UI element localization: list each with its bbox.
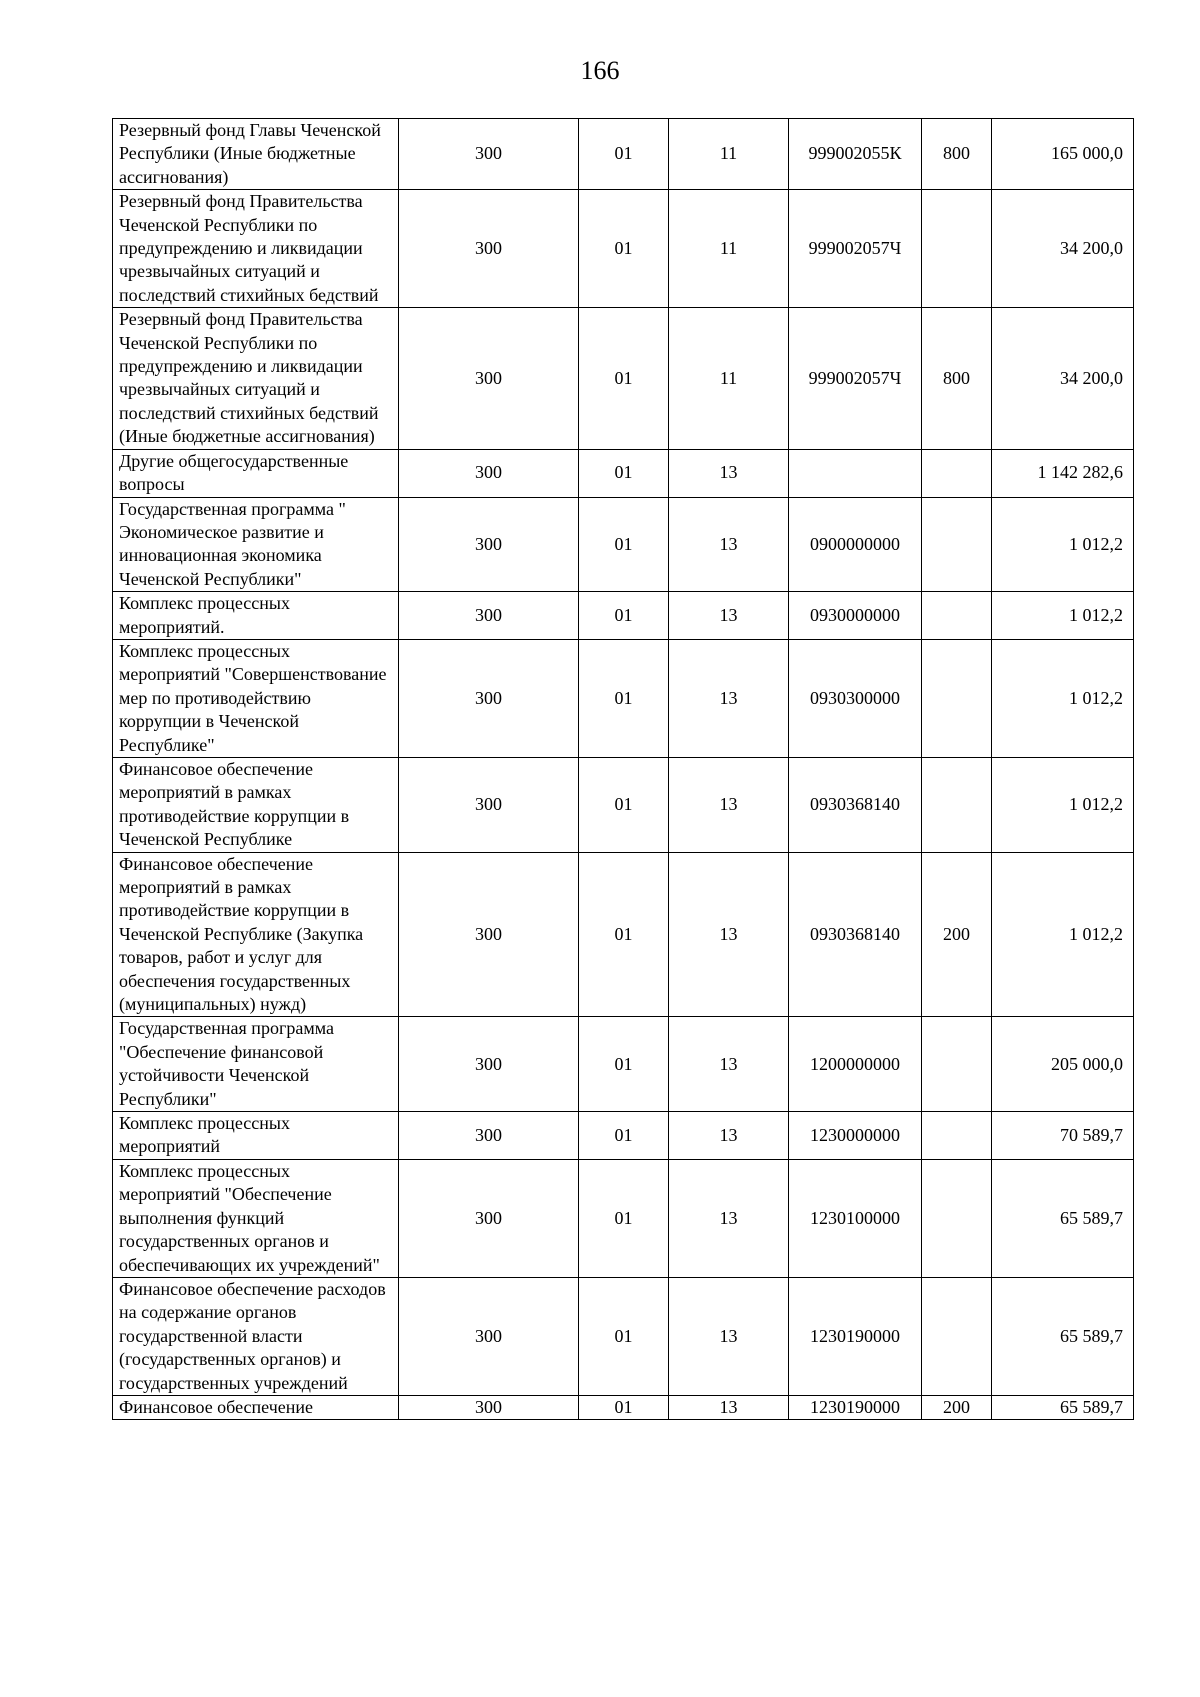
row-section: 01 bbox=[579, 497, 669, 592]
row-grbs: 300 bbox=[399, 449, 579, 497]
row-sum: 1 012,2 bbox=[992, 497, 1134, 592]
row-name: Комплекс процессных мероприятий. bbox=[113, 592, 399, 640]
row-expense-type bbox=[922, 639, 992, 757]
row-section: 01 bbox=[579, 852, 669, 1017]
row-target-article: 999002057Ч bbox=[789, 190, 922, 308]
row-grbs: 300 bbox=[399, 1112, 579, 1160]
row-grbs: 300 bbox=[399, 1017, 579, 1112]
row-sum: 1 142 282,6 bbox=[992, 449, 1134, 497]
page-number: 166 bbox=[580, 56, 620, 85]
row-name: Резервный фонд Правительства Чеченской Республики по предупреждению и ликвидации чрезвычайных ситуаций и последствий стихийных бедствий (Иные бюджетные ассигнования) bbox=[113, 308, 399, 449]
row-grbs: 300 bbox=[399, 1159, 579, 1277]
row-sum: 1 012,2 bbox=[992, 639, 1134, 757]
row-grbs: 300 bbox=[399, 757, 579, 852]
row-section: 01 bbox=[579, 449, 669, 497]
row-expense-type bbox=[922, 449, 992, 497]
table-row bbox=[113, 1277, 1134, 1395]
row-expense-type bbox=[922, 1159, 992, 1277]
row-expense-type bbox=[922, 190, 992, 308]
row-expense-type bbox=[922, 757, 992, 852]
row-target-article: 0930000000 bbox=[789, 592, 922, 640]
table-row bbox=[113, 639, 1134, 757]
row-subsection: 13 bbox=[669, 1159, 789, 1277]
row-name: Другие общегосударственные вопросы bbox=[113, 449, 399, 497]
row-subsection: 13 bbox=[669, 497, 789, 592]
row-grbs: 300 bbox=[399, 592, 579, 640]
row-target-article: 1230190000 bbox=[789, 1277, 922, 1395]
row-subsection: 13 bbox=[669, 1112, 789, 1160]
row-sum: 65 589,7 bbox=[992, 1277, 1134, 1395]
row-target-article: 999002057Ч bbox=[789, 308, 922, 449]
row-target-article: 1200000000 bbox=[789, 1017, 922, 1112]
row-sum: 65 589,7 bbox=[992, 1395, 1134, 1419]
row-sum: 165 000,0 bbox=[992, 119, 1134, 190]
row-name: Резервный фонд Главы Чеченской Республики (Иные бюджетные ассигнования) bbox=[113, 119, 399, 190]
row-section: 01 bbox=[579, 190, 669, 308]
row-subsection: 13 bbox=[669, 852, 789, 1017]
row-sum: 1 012,2 bbox=[992, 757, 1134, 852]
row-subsection: 11 bbox=[669, 190, 789, 308]
row-section: 01 bbox=[579, 1277, 669, 1395]
row-name: Государственная программа "Обеспечение финансовой устойчивости Чеченской Республики" bbox=[113, 1017, 399, 1112]
row-sum: 205 000,0 bbox=[992, 1017, 1134, 1112]
row-target-article: 0930300000 bbox=[789, 639, 922, 757]
row-grbs: 300 bbox=[399, 119, 579, 190]
row-name: Финансовое обеспечение мероприятий в рамках противодействие коррупции в Чеченской Республике bbox=[113, 757, 399, 852]
table-row bbox=[113, 190, 1134, 308]
row-target-article: 999002055К bbox=[789, 119, 922, 190]
row-name: Финансовое обеспечение bbox=[113, 1395, 399, 1419]
table-row bbox=[113, 308, 1134, 449]
row-section: 01 bbox=[579, 1395, 669, 1419]
row-name: Комплекс процессных мероприятий bbox=[113, 1112, 399, 1160]
row-name: Финансовое обеспечение мероприятий в рамках противодействие коррупции в Чеченской Республике (Закупка товаров, работ и услуг для обеспечения государственных (муниципальных) нужд) bbox=[113, 852, 399, 1017]
row-section: 01 bbox=[579, 592, 669, 640]
row-section: 01 bbox=[579, 639, 669, 757]
row-subsection: 13 bbox=[669, 757, 789, 852]
row-target-article: 0900000000 bbox=[789, 497, 922, 592]
row-sum: 1 012,2 bbox=[992, 852, 1134, 1017]
table-row bbox=[113, 592, 1134, 640]
row-expense-type: 800 bbox=[922, 308, 992, 449]
row-target-article: 1230100000 bbox=[789, 1159, 922, 1277]
table-row bbox=[113, 1159, 1134, 1277]
row-expense-type bbox=[922, 497, 992, 592]
row-target-article: 0930368140 bbox=[789, 852, 922, 1017]
row-sum: 70 589,7 bbox=[992, 1112, 1134, 1160]
table-row bbox=[113, 1395, 1134, 1419]
row-name: Государственная программа " Экономическое развитие и инновационная экономика Чеченской Республики" bbox=[113, 497, 399, 592]
row-subsection: 13 bbox=[669, 592, 789, 640]
row-subsection: 11 bbox=[669, 308, 789, 449]
row-grbs: 300 bbox=[399, 308, 579, 449]
row-expense-type bbox=[922, 1112, 992, 1160]
row-section: 01 bbox=[579, 1112, 669, 1160]
row-grbs: 300 bbox=[399, 1395, 579, 1419]
table-row bbox=[113, 497, 1134, 592]
row-subsection: 13 bbox=[669, 449, 789, 497]
row-section: 01 bbox=[579, 119, 669, 190]
row-expense-type: 800 bbox=[922, 119, 992, 190]
table-row bbox=[113, 119, 1134, 190]
row-expense-type: 200 bbox=[922, 1395, 992, 1419]
row-grbs: 300 bbox=[399, 852, 579, 1017]
row-name: Комплекс процессных мероприятий "Совершенствование мер по противодействию коррупции в Чеченской Республике" bbox=[113, 639, 399, 757]
row-name: Финансовое обеспечение расходов на содержание органов государственной власти (государственных органов) и государственных учреждений bbox=[113, 1277, 399, 1395]
row-section: 01 bbox=[579, 1159, 669, 1277]
row-expense-type bbox=[922, 1277, 992, 1395]
table-row bbox=[113, 1112, 1134, 1160]
row-section: 01 bbox=[579, 1017, 669, 1112]
row-target-article: 1230190000 bbox=[789, 1395, 922, 1419]
table-row bbox=[113, 852, 1134, 1017]
row-target-article: 0930368140 bbox=[789, 757, 922, 852]
row-subsection: 13 bbox=[669, 1395, 789, 1419]
row-target-article: 1230000000 bbox=[789, 1112, 922, 1160]
row-section: 01 bbox=[579, 757, 669, 852]
table-row bbox=[113, 757, 1134, 852]
row-grbs: 300 bbox=[399, 1277, 579, 1395]
row-sum: 34 200,0 bbox=[992, 190, 1134, 308]
row-name: Комплекс процессных мероприятий "Обеспечение выполнения функций государственных органов и обеспечивающих их учреждений" bbox=[113, 1159, 399, 1277]
row-name: Резервный фонд Правительства Чеченской Республики по предупреждению и ликвидации чрезвычайных ситуаций и последствий стихийных бедствий bbox=[113, 190, 399, 308]
row-subsection: 13 bbox=[669, 1017, 789, 1112]
row-expense-type: 200 bbox=[922, 852, 992, 1017]
row-grbs: 300 bbox=[399, 190, 579, 308]
row-section: 01 bbox=[579, 308, 669, 449]
row-sum: 65 589,7 bbox=[992, 1159, 1134, 1277]
row-subsection: 13 bbox=[669, 1277, 789, 1395]
budget-table bbox=[112, 118, 1134, 1420]
row-sum: 1 012,2 bbox=[992, 592, 1134, 640]
row-subsection: 11 bbox=[669, 119, 789, 190]
table-row bbox=[113, 1017, 1134, 1112]
row-sum: 34 200,0 bbox=[992, 308, 1134, 449]
row-subsection: 13 bbox=[669, 639, 789, 757]
row-expense-type bbox=[922, 592, 992, 640]
row-grbs: 300 bbox=[399, 639, 579, 757]
row-target-article bbox=[789, 449, 922, 497]
row-expense-type bbox=[922, 1017, 992, 1112]
row-grbs: 300 bbox=[399, 497, 579, 592]
table-row bbox=[113, 449, 1134, 497]
